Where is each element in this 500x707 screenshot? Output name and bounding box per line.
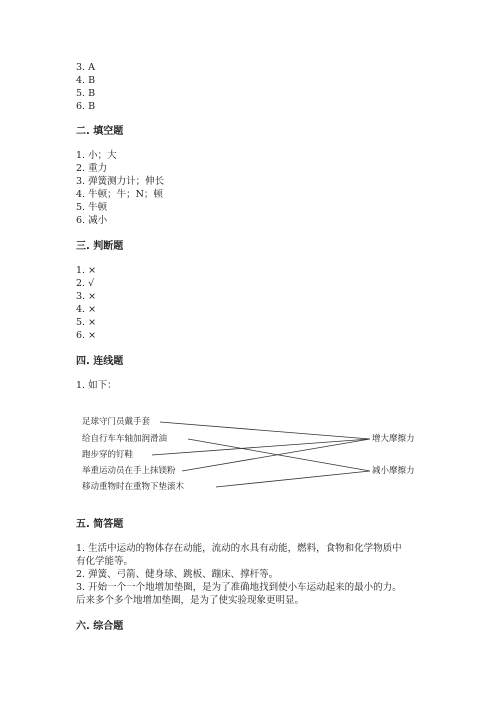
answer-line: 6. 减小 [76, 215, 108, 226]
match-right-item: 增大摩擦力 [372, 434, 415, 444]
match-left-item: 举重运动员在手上抹镁粉 [82, 466, 176, 476]
answer-line: 3. A [76, 62, 95, 73]
section-heading-comprehensive: 六. 综合题 [76, 621, 124, 632]
answer-line: 1. × [76, 265, 97, 276]
match-left-item: 跑步穿的钉鞋 [82, 450, 134, 460]
section-heading-matching: 四. 连线题 [76, 356, 124, 367]
matching-diagram [78, 412, 458, 497]
answer-line: 后来多个多个地增加垫圈，是为了使实验现象更明显。 [76, 595, 305, 606]
answer-line: 5. B [76, 88, 96, 99]
matching-intro: 1. 如下： [76, 380, 117, 391]
section-heading-fill-blank: 二. 填空题 [76, 126, 124, 137]
answer-line: 5. 牛顿 [76, 202, 108, 213]
connector-line [160, 422, 370, 439]
answer-line: 1. 小；大 [76, 150, 117, 161]
answer-line: 2. √ [76, 278, 95, 289]
match-left-item: 移动重物时在重物下垫滚木 [82, 482, 185, 492]
match-left-item: 足球守门员戴手套 [82, 417, 151, 427]
connector-line [152, 439, 370, 455]
connector-lines [78, 412, 458, 497]
answer-line: 4. 牛顿；牛；N；顿 [76, 189, 163, 200]
answer-line: 3. × [76, 291, 97, 302]
connector-line [216, 471, 370, 487]
answer-line: 有化学能等。 [76, 556, 134, 567]
section-heading-judge: 三. 判断题 [76, 241, 124, 252]
match-left-item: 给自行车车轴加润滑油 [82, 434, 168, 444]
answer-line: 3. 弹簧测力计；伸长 [76, 176, 165, 187]
answer-line: 6. B [76, 101, 96, 112]
section-heading-short-answer: 五. 简答题 [76, 519, 124, 530]
answer-line: 4. × [76, 304, 97, 315]
answer-line: 1. 生活中运动的物体存在动能，流动的水具有动能，燃料，食物和化学物质中 [76, 543, 402, 554]
answer-line: 3. 开始一个一个地增加垫圈，是为了准确地找到使小车运动起来的最小的力。 [76, 582, 402, 593]
match-right-item: 减小摩擦力 [372, 466, 415, 476]
answer-line: 2. 重力 [76, 163, 108, 174]
answer-line: 4. B [76, 75, 96, 86]
answer-line: 5. × [76, 317, 97, 328]
answer-line: 6. × [76, 330, 97, 341]
answer-line: 2. 弹簧、弓箭、健身球、跳板、蹦床、撑杆等。 [76, 569, 279, 580]
